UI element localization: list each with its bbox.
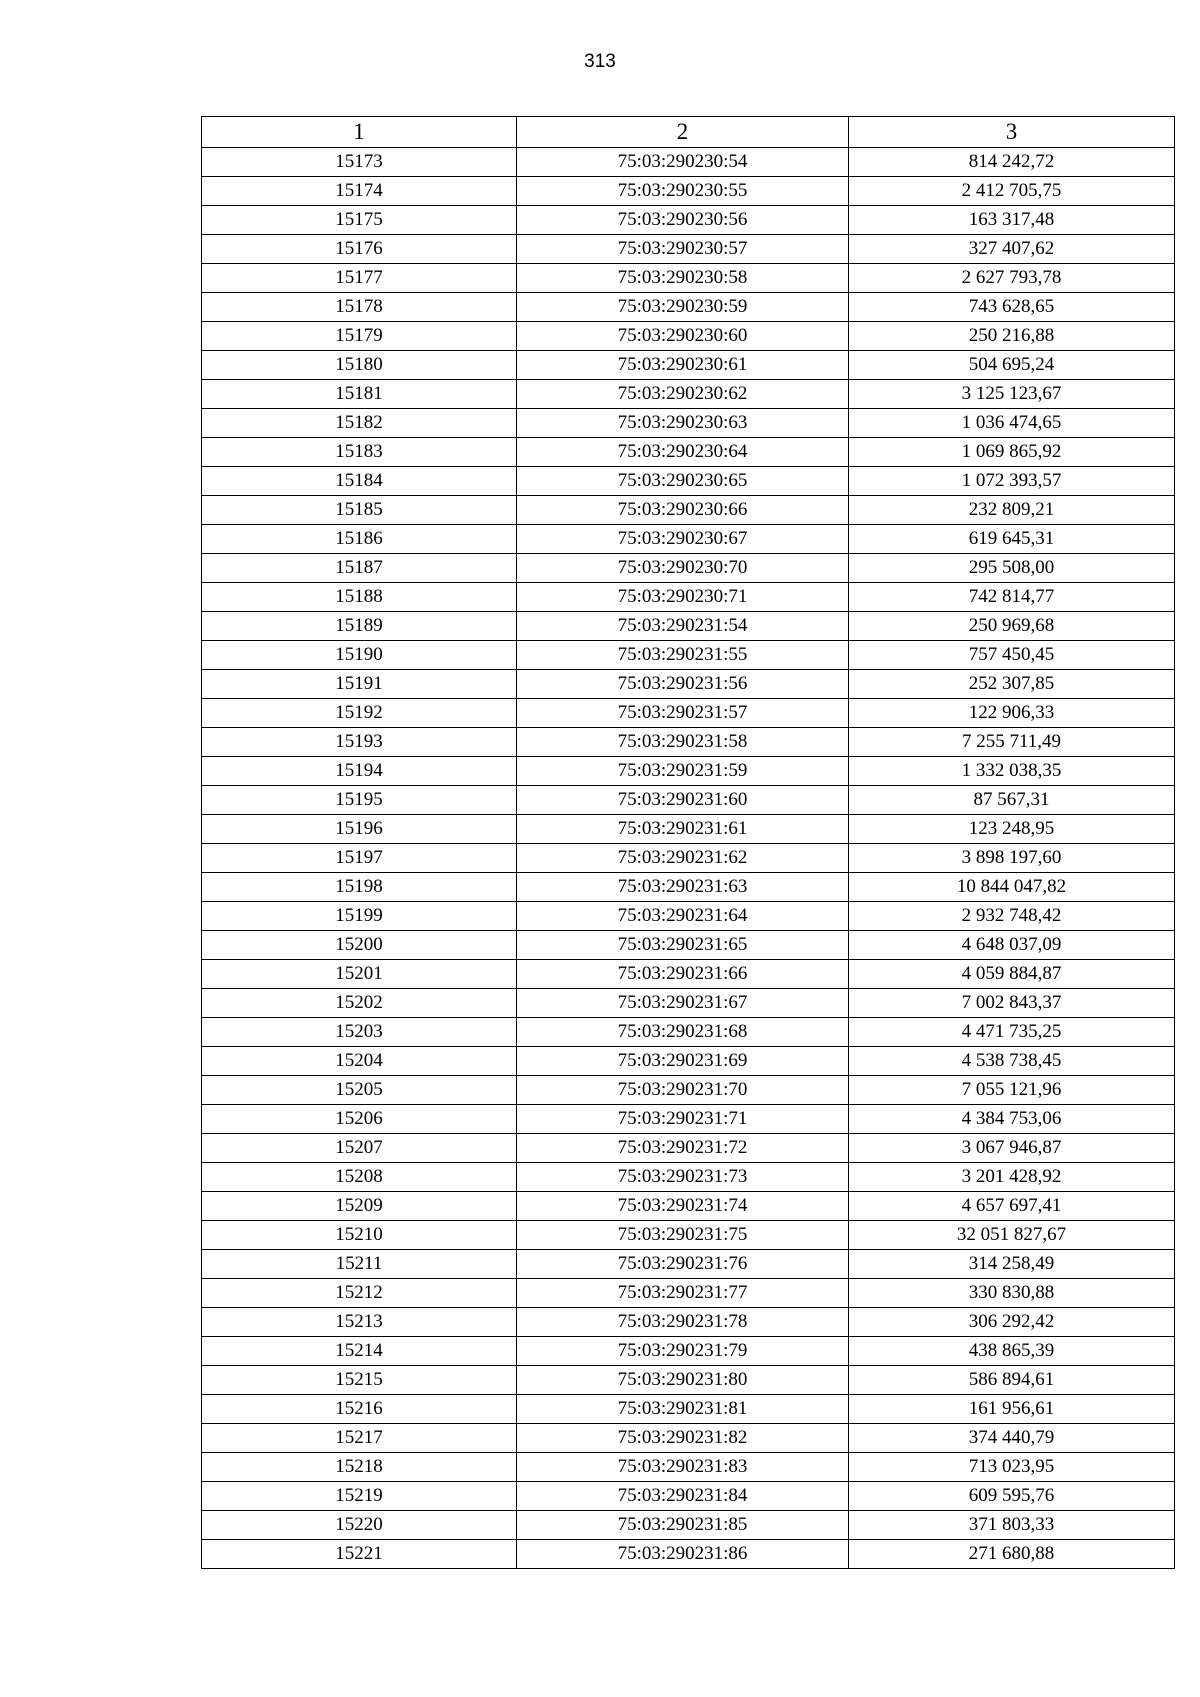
- value-cell: 4 648 037,09: [849, 931, 1175, 960]
- value-cell: 3 067 946,87: [849, 1134, 1175, 1163]
- row-number-cell: 15198: [202, 873, 517, 902]
- table-row: [202, 1105, 1175, 1134]
- cadastral-number-cell: 75:03:290231:64: [517, 902, 849, 931]
- table-row: [202, 1134, 1175, 1163]
- data-table: [201, 116, 1175, 1569]
- value-cell: 252 307,85: [849, 670, 1175, 699]
- value-cell: 314 258,49: [849, 1250, 1175, 1279]
- row-number-cell: 15218: [202, 1453, 517, 1482]
- row-number-cell: 15221: [202, 1540, 517, 1569]
- value-cell: 123 248,95: [849, 815, 1175, 844]
- table-row: [202, 1424, 1175, 1453]
- cadastral-number-cell: 75:03:290231:80: [517, 1366, 849, 1395]
- table-row: [202, 1221, 1175, 1250]
- value-cell: 4 657 697,41: [849, 1192, 1175, 1221]
- table-row: [202, 612, 1175, 641]
- cadastral-number-cell: 75:03:290231:82: [517, 1424, 849, 1453]
- value-cell: 619 645,31: [849, 525, 1175, 554]
- cadastral-number-cell: 75:03:290231:57: [517, 699, 849, 728]
- table-row: [202, 235, 1175, 264]
- row-number-cell: 15188: [202, 583, 517, 612]
- table-body: [202, 148, 1175, 1569]
- cadastral-number-cell: 75:03:290231:66: [517, 960, 849, 989]
- table-row: [202, 496, 1175, 525]
- cadastral-number-cell: 75:03:290230:54: [517, 148, 849, 177]
- cadastral-number-cell: 75:03:290230:71: [517, 583, 849, 612]
- row-number-cell: 15179: [202, 322, 517, 351]
- cadastral-number-cell: 75:03:290231:56: [517, 670, 849, 699]
- row-number-cell: 15214: [202, 1337, 517, 1366]
- table-row: [202, 583, 1175, 612]
- table-row: [202, 438, 1175, 467]
- value-cell: 327 407,62: [849, 235, 1175, 264]
- table-row: [202, 699, 1175, 728]
- value-cell: 122 906,33: [849, 699, 1175, 728]
- value-cell: 4 471 735,25: [849, 1018, 1175, 1047]
- value-cell: 7 055 121,96: [849, 1076, 1175, 1105]
- table-row: [202, 1395, 1175, 1424]
- table-row: [202, 844, 1175, 873]
- value-cell: 586 894,61: [849, 1366, 1175, 1395]
- cadastral-number-cell: 75:03:290231:71: [517, 1105, 849, 1134]
- table-row: [202, 554, 1175, 583]
- cadastral-number-cell: 75:03:290230:57: [517, 235, 849, 264]
- cadastral-number-cell: 75:03:290231:83: [517, 1453, 849, 1482]
- row-number-cell: 15174: [202, 177, 517, 206]
- row-number-cell: 15184: [202, 467, 517, 496]
- row-number-cell: 15212: [202, 1279, 517, 1308]
- value-cell: 371 803,33: [849, 1511, 1175, 1540]
- row-number-cell: 15201: [202, 960, 517, 989]
- value-cell: 3 898 197,60: [849, 844, 1175, 873]
- row-number-cell: 15193: [202, 728, 517, 757]
- cadastral-number-cell: 75:03:290231:79: [517, 1337, 849, 1366]
- value-cell: 1 036 474,65: [849, 409, 1175, 438]
- table-row: [202, 264, 1175, 293]
- cadastral-number-cell: 75:03:290231:75: [517, 1221, 849, 1250]
- value-cell: 250 216,88: [849, 322, 1175, 351]
- table-row: [202, 409, 1175, 438]
- cadastral-number-cell: 75:03:290231:73: [517, 1163, 849, 1192]
- value-cell: 32 051 827,67: [849, 1221, 1175, 1250]
- table-row: [202, 1337, 1175, 1366]
- cadastral-number-cell: 75:03:290231:59: [517, 757, 849, 786]
- row-number-cell: 15215: [202, 1366, 517, 1395]
- row-number-cell: 15202: [202, 989, 517, 1018]
- row-number-cell: 15206: [202, 1105, 517, 1134]
- table-row: [202, 148, 1175, 177]
- row-number-cell: 15211: [202, 1250, 517, 1279]
- row-number-cell: 15207: [202, 1134, 517, 1163]
- row-number-cell: 15191: [202, 670, 517, 699]
- value-cell: 1 072 393,57: [849, 467, 1175, 496]
- cadastral-number-cell: 75:03:290230:61: [517, 351, 849, 380]
- row-number-cell: 15204: [202, 1047, 517, 1076]
- table-row: [202, 1540, 1175, 1569]
- table-row: [202, 902, 1175, 931]
- cadastral-number-cell: 75:03:290231:86: [517, 1540, 849, 1569]
- value-cell: 504 695,24: [849, 351, 1175, 380]
- cadastral-number-cell: 75:03:290231:58: [517, 728, 849, 757]
- cadastral-number-cell: 75:03:290231:70: [517, 1076, 849, 1105]
- row-number-cell: 15197: [202, 844, 517, 873]
- value-cell: 232 809,21: [849, 496, 1175, 525]
- table-row: [202, 757, 1175, 786]
- table-row: [202, 293, 1175, 322]
- cadastral-number-cell: 75:03:290231:62: [517, 844, 849, 873]
- value-cell: 4 538 738,45: [849, 1047, 1175, 1076]
- cadastral-number-cell: 75:03:290231:72: [517, 1134, 849, 1163]
- row-number-cell: 15176: [202, 235, 517, 264]
- table-row: [202, 1366, 1175, 1395]
- table-row: [202, 728, 1175, 757]
- value-cell: 87 567,31: [849, 786, 1175, 815]
- cadastral-number-cell: 75:03:290230:66: [517, 496, 849, 525]
- cadastral-number-cell: 75:03:290230:70: [517, 554, 849, 583]
- cadastral-number-cell: 75:03:290230:59: [517, 293, 849, 322]
- table-row: [202, 1453, 1175, 1482]
- cadastral-number-cell: 75:03:290231:76: [517, 1250, 849, 1279]
- row-number-cell: 15195: [202, 786, 517, 815]
- cadastral-number-cell: 75:03:290231:77: [517, 1279, 849, 1308]
- value-cell: 271 680,88: [849, 1540, 1175, 1569]
- value-cell: 374 440,79: [849, 1424, 1175, 1453]
- cadastral-number-cell: 75:03:290231:84: [517, 1482, 849, 1511]
- value-cell: 4 059 884,87: [849, 960, 1175, 989]
- value-cell: 295 508,00: [849, 554, 1175, 583]
- cadastral-number-cell: 75:03:290231:60: [517, 786, 849, 815]
- value-cell: 438 865,39: [849, 1337, 1175, 1366]
- value-cell: 1 332 038,35: [849, 757, 1175, 786]
- table-row: [202, 1250, 1175, 1279]
- table-row: [202, 1163, 1175, 1192]
- value-cell: 609 595,76: [849, 1482, 1175, 1511]
- column-header-3: 3: [849, 117, 1175, 148]
- cadastral-number-cell: 75:03:290230:62: [517, 380, 849, 409]
- row-number-cell: 15200: [202, 931, 517, 960]
- value-cell: 330 830,88: [849, 1279, 1175, 1308]
- row-number-cell: 15192: [202, 699, 517, 728]
- table-row: [202, 1511, 1175, 1540]
- column-header-1: 1: [202, 117, 517, 148]
- row-number-cell: 15217: [202, 1424, 517, 1453]
- cadastral-number-cell: 75:03:290231:54: [517, 612, 849, 641]
- value-cell: 306 292,42: [849, 1308, 1175, 1337]
- value-cell: 2 627 793,78: [849, 264, 1175, 293]
- table-header: [202, 117, 1175, 148]
- value-cell: 161 956,61: [849, 1395, 1175, 1424]
- cadastral-number-cell: 75:03:290231:74: [517, 1192, 849, 1221]
- value-cell: 3 125 123,67: [849, 380, 1175, 409]
- row-number-cell: 15183: [202, 438, 517, 467]
- table-row: [202, 525, 1175, 554]
- column-header-2: 2: [517, 117, 849, 148]
- table-row: [202, 351, 1175, 380]
- value-cell: 2 932 748,42: [849, 902, 1175, 931]
- row-number-cell: 15181: [202, 380, 517, 409]
- cadastral-number-cell: 75:03:290231:55: [517, 641, 849, 670]
- row-number-cell: 15173: [202, 148, 517, 177]
- table-row: [202, 206, 1175, 235]
- value-cell: 2 412 705,75: [849, 177, 1175, 206]
- cadastral-number-cell: 75:03:290231:81: [517, 1395, 849, 1424]
- row-number-cell: 15175: [202, 206, 517, 235]
- value-cell: 250 969,68: [849, 612, 1175, 641]
- cadastral-number-cell: 75:03:290230:63: [517, 409, 849, 438]
- row-number-cell: 15189: [202, 612, 517, 641]
- table-row: [202, 177, 1175, 206]
- cadastral-number-cell: 75:03:290231:68: [517, 1018, 849, 1047]
- table-row: [202, 1018, 1175, 1047]
- cadastral-number-cell: 75:03:290230:55: [517, 177, 849, 206]
- value-cell: 3 201 428,92: [849, 1163, 1175, 1192]
- row-number-cell: 15213: [202, 1308, 517, 1337]
- row-number-cell: 15203: [202, 1018, 517, 1047]
- cadastral-number-cell: 75:03:290231:61: [517, 815, 849, 844]
- row-number-cell: 15205: [202, 1076, 517, 1105]
- cadastral-number-cell: 75:03:290231:78: [517, 1308, 849, 1337]
- row-number-cell: 15210: [202, 1221, 517, 1250]
- value-cell: 713 023,95: [849, 1453, 1175, 1482]
- row-number-cell: 15196: [202, 815, 517, 844]
- table-row: [202, 873, 1175, 902]
- row-number-cell: 15190: [202, 641, 517, 670]
- table-row: [202, 1482, 1175, 1511]
- row-number-cell: 15187: [202, 554, 517, 583]
- row-number-cell: 15177: [202, 264, 517, 293]
- value-cell: 7 255 711,49: [849, 728, 1175, 757]
- row-number-cell: 15178: [202, 293, 517, 322]
- table-row: [202, 322, 1175, 351]
- table-row: [202, 989, 1175, 1018]
- row-number-cell: 15194: [202, 757, 517, 786]
- table-row: [202, 815, 1175, 844]
- value-cell: 757 450,45: [849, 641, 1175, 670]
- value-cell: 7 002 843,37: [849, 989, 1175, 1018]
- table-row: [202, 641, 1175, 670]
- row-number-cell: 15220: [202, 1511, 517, 1540]
- value-cell: 742 814,77: [849, 583, 1175, 612]
- page-number: 313: [584, 51, 616, 72]
- cadastral-number-cell: 75:03:290231:67: [517, 989, 849, 1018]
- value-cell: 814 242,72: [849, 148, 1175, 177]
- cadastral-number-cell: 75:03:290230:58: [517, 264, 849, 293]
- value-cell: 163 317,48: [849, 206, 1175, 235]
- table-row: [202, 1192, 1175, 1221]
- cadastral-number-cell: 75:03:290230:67: [517, 525, 849, 554]
- cadastral-number-cell: 75:03:290231:85: [517, 1511, 849, 1540]
- value-cell: 10 844 047,82: [849, 873, 1175, 902]
- value-cell: 1 069 865,92: [849, 438, 1175, 467]
- table-row: [202, 380, 1175, 409]
- table-row: [202, 1308, 1175, 1337]
- table-row: [202, 1076, 1175, 1105]
- cadastral-number-cell: 75:03:290230:65: [517, 467, 849, 496]
- cadastral-number-cell: 75:03:290231:65: [517, 931, 849, 960]
- cadastral-number-cell: 75:03:290231:63: [517, 873, 849, 902]
- cadastral-number-cell: 75:03:290231:69: [517, 1047, 849, 1076]
- table-row: [202, 1047, 1175, 1076]
- row-number-cell: 15182: [202, 409, 517, 438]
- row-number-cell: 15185: [202, 496, 517, 525]
- table-row: [202, 931, 1175, 960]
- table-row: [202, 786, 1175, 815]
- row-number-cell: 15209: [202, 1192, 517, 1221]
- header-row: [202, 117, 1175, 148]
- table-row: [202, 960, 1175, 989]
- row-number-cell: 15186: [202, 525, 517, 554]
- row-number-cell: 15180: [202, 351, 517, 380]
- value-cell: 743 628,65: [849, 293, 1175, 322]
- cadastral-number-cell: 75:03:290230:64: [517, 438, 849, 467]
- cadastral-number-cell: 75:03:290230:60: [517, 322, 849, 351]
- table-row: [202, 467, 1175, 496]
- cadastral-number-cell: 75:03:290230:56: [517, 206, 849, 235]
- row-number-cell: 15216: [202, 1395, 517, 1424]
- value-cell: 4 384 753,06: [849, 1105, 1175, 1134]
- row-number-cell: 15208: [202, 1163, 517, 1192]
- table-row: [202, 1279, 1175, 1308]
- row-number-cell: 15219: [202, 1482, 517, 1511]
- table-row: [202, 670, 1175, 699]
- row-number-cell: 15199: [202, 902, 517, 931]
